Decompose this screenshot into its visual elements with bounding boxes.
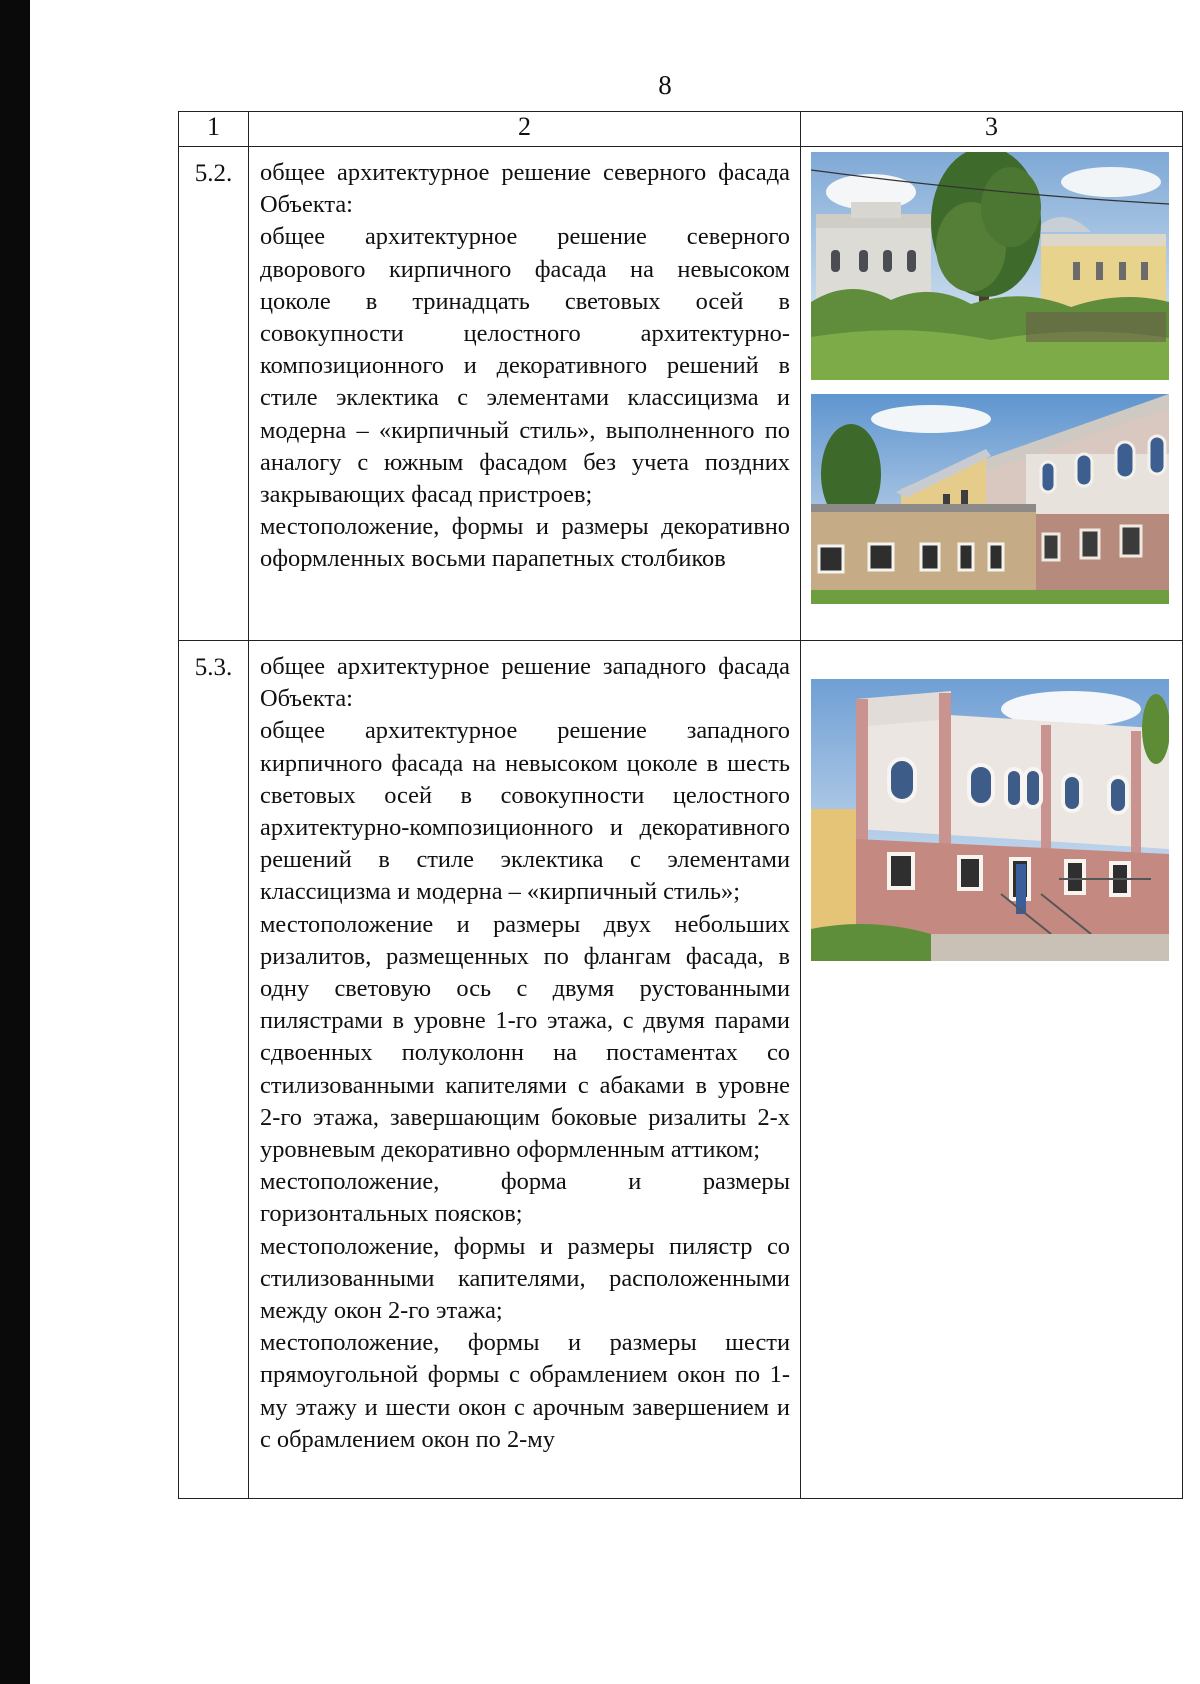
description-paragraph: местоположение, формы и размеры пилястр со стилизованными капителями, расположенными между окон 2-го этажа; bbox=[260, 1232, 790, 1325]
header-col-3: 3 bbox=[801, 112, 1183, 147]
description-paragraph: местоположение, формы и размеры шести прямоугольной формы с обрамлением окон по 1-му этажу и шести окон с арочным завершением и с обрамлением окон по 2-му bbox=[260, 1329, 790, 1453]
heritage-table bbox=[178, 111, 1183, 1499]
scan-edge bbox=[0, 0, 30, 1684]
table-row bbox=[179, 147, 1183, 641]
row-description bbox=[249, 641, 801, 1499]
photo-north-facade-overview bbox=[811, 152, 1169, 380]
description-paragraph: местоположение, формы и размеры декоративно оформленных восьми парапетных столбиков bbox=[260, 513, 790, 573]
table-header-row bbox=[179, 112, 1183, 147]
row-number: 5.3. bbox=[179, 641, 249, 1499]
row-photos bbox=[801, 641, 1183, 1499]
description-paragraph: общее архитектурное решение северного дворового кирпичного фасада на невысоком цоколе в тринадцать световых осей в совокупности целостного архитектурно-композиционного и декоративного решений в стиле эклектика с элементами классицизма и модерна – «кирпичный стиль», выполненного по аналогу с южным фасадом без учета поздних закрывающих фасад пристроев; bbox=[260, 223, 790, 509]
description-paragraph: общее архитектурное решение западного кирпичного фасада на невысоком цоколе в шесть световых осей в совокупности целостного архитектурно-композиционного и декоративного решений в стиле эклектика с элементами классицизма и модерна – «кирпичный стиль»; bbox=[260, 717, 790, 906]
description-paragraph: общее архитектурное решение западного фасада Объекта: bbox=[260, 653, 790, 713]
row-number: 5.2. bbox=[179, 147, 249, 641]
row-description bbox=[249, 147, 801, 641]
description-paragraph: местоположение, форма и размеры горизонтальных поясков; bbox=[260, 1168, 790, 1228]
header-col-2: 2 bbox=[249, 112, 801, 147]
description-paragraph: общее архитектурное решение северного фасада Объекта: bbox=[260, 159, 790, 219]
description-paragraph: местоположение и размеры двух небольших ризалитов, размещенных по флангам фасада, в одну световую ось с двумя рустованными пилястрами в уровне 1-го этажа, с двумя парами сдвоенных полуколонн на постаментах со стилизованными капителями с абаками в уровне 2-го этажа, завершающим боковые ризалиты 2-х уровневым декоративно оформленным аттиком; bbox=[260, 910, 790, 1164]
row-photos bbox=[801, 147, 1183, 641]
header-col-1: 1 bbox=[179, 112, 249, 147]
photo-west-facade bbox=[811, 679, 1169, 961]
photo-north-facade-courtyard bbox=[811, 394, 1169, 604]
page-number: 8 bbox=[658, 70, 672, 100]
table-row bbox=[179, 641, 1183, 1499]
